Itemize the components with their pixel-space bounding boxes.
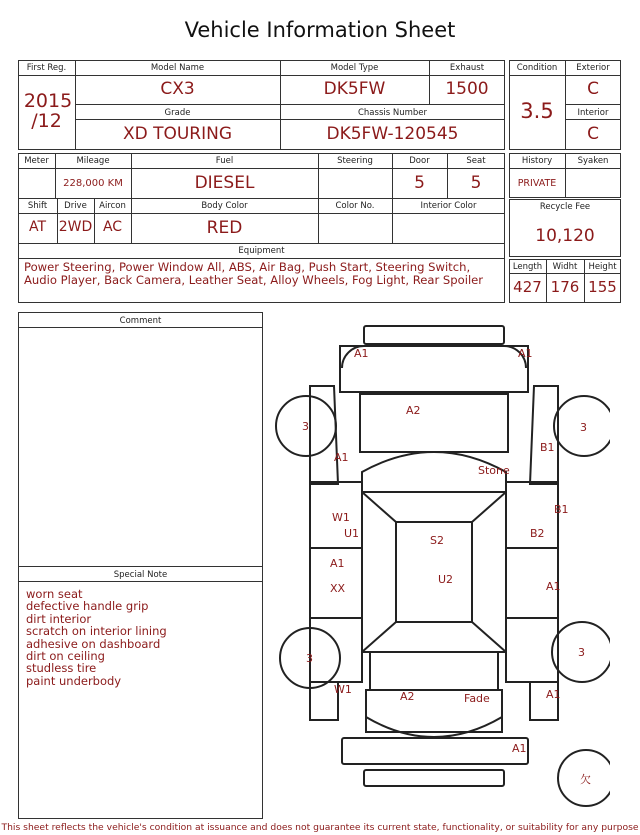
first-reg-year: 2015: [23, 90, 73, 112]
condition-label: Condition: [516, 63, 558, 73]
mark-left-front-door-top: W1: [332, 511, 350, 524]
history-value: PRIVATE: [517, 178, 557, 189]
color-no-label: Color No.: [335, 201, 375, 211]
drive-label: Drive: [64, 201, 87, 211]
footer-disclaimer: This sheet reflects the vehicle's condition at issuance and does not guarantee its current state, functionality, or suitability for any purpose: [1, 822, 639, 833]
syaken-label: Syaken: [577, 156, 609, 166]
drive-value: 2WD: [58, 219, 93, 235]
door-label: Door: [409, 156, 430, 166]
model-type-value: DK5FW: [323, 79, 386, 99]
mileage-label: Mileage: [76, 156, 110, 166]
door-value: 5: [414, 173, 425, 193]
fuel-label: Fuel: [215, 156, 234, 166]
mark-right-quarter: A1: [546, 688, 561, 701]
mark-left-fender: A1: [334, 451, 349, 464]
mark-roof-rear: U2: [438, 573, 454, 586]
mark-left-quarter: W1: [334, 683, 352, 696]
exhaust-label: Exhaust: [449, 63, 485, 73]
mark-wheel-front-left: 3: [302, 420, 309, 433]
model-name-label: Model Name: [150, 63, 205, 73]
mark-missing: 欠: [580, 773, 591, 786]
special-note-item: scratch on interior lining: [26, 624, 167, 639]
exterior-value: C: [587, 79, 599, 99]
special-notes-list: [26, 588, 256, 687]
height-value: 155: [588, 278, 617, 296]
height-label: Height: [588, 262, 617, 272]
shift-value: AT: [28, 219, 47, 235]
width-value: 176: [550, 278, 580, 296]
mark-left-rear-door: A1: [330, 557, 345, 570]
grade-label: Grade: [164, 108, 191, 118]
mileage-value: 228,000 KM: [63, 178, 123, 189]
model-type-label: Model Type: [330, 63, 379, 73]
mark-trunk-right: Fade: [464, 692, 490, 705]
width-label: Widht: [552, 262, 578, 272]
special-note-item: worn seat: [26, 587, 83, 601]
mark-hood: A2: [406, 404, 421, 417]
mark-left-front-door: U1: [344, 527, 360, 540]
body-color-label: Body Color: [201, 201, 248, 211]
page-title: Vehicle Information Sheet: [184, 18, 456, 42]
aircon-value: AC: [102, 219, 123, 235]
aircon-label: Aircon: [99, 201, 126, 211]
interior-value: C: [587, 124, 599, 144]
chassis-number-value: DK5FW-120545: [326, 124, 459, 144]
recycle-fee-value: 10,120: [535, 226, 595, 246]
car-damage-diagram: [270, 322, 610, 812]
special-note-label: Special Note: [113, 570, 168, 580]
length-value: 427: [513, 278, 542, 296]
mark-right-front-door: B2: [530, 527, 545, 540]
mark-wheel-rear-left: 3: [306, 652, 313, 665]
mark-trunk-left: A2: [400, 690, 415, 703]
mark-wheel-rear-right: 3: [578, 646, 585, 659]
model-name-value: CX3: [160, 79, 195, 99]
chassis-number-label: Chassis Number: [357, 108, 428, 118]
condition-value: 3.5: [520, 99, 554, 123]
seat-value: 5: [470, 173, 482, 193]
recycle-fee-label: Recycle Fee: [539, 202, 591, 212]
mark-front-right: A1: [518, 347, 533, 360]
body-color-value: RED: [206, 218, 243, 238]
grade-value: XD TOURING: [122, 124, 233, 144]
fuel-value: DIESEL: [194, 173, 255, 193]
interior-label: Interior: [577, 108, 609, 118]
first-reg-month: /12: [31, 110, 62, 132]
equipment-label: Equipment: [238, 246, 285, 256]
special-note-item: defective handle grip: [26, 599, 149, 614]
seat-label: Seat: [466, 156, 486, 166]
mark-right-rear-door: A1: [546, 580, 561, 593]
exhaust-value: 1500: [445, 79, 489, 99]
mark-left-rear-door-2: XX: [330, 582, 346, 595]
mark-windshield: Stone: [478, 464, 510, 477]
mark-right-front-door-top: B1: [554, 503, 569, 516]
mark-front-left: A1: [354, 347, 369, 360]
mark-wheel-front-right: 3: [580, 421, 587, 434]
shift-label: Shift: [27, 201, 48, 211]
equipment-value: Power Steering, Power Window All, ABS, Air Bag, Push Start, Steering Switch, Audio Player, Back Camera, Leather Seat, Alloy Wheels, Fog Light, Rear Spoiler: [24, 260, 484, 287]
exterior-label: Exterior: [576, 63, 610, 73]
mark-roof: S2: [430, 534, 444, 547]
special-note-item: dirt on ceiling: [26, 649, 105, 664]
special-note-item: adhesive on dashboard: [26, 636, 161, 651]
first-reg-label: First Reg.: [26, 63, 67, 73]
steering-label: Steering: [337, 156, 373, 166]
mark-rear-bumper: A1: [512, 742, 527, 755]
interior-color-label: Interior Color: [420, 201, 477, 211]
history-label: History: [521, 156, 553, 166]
mark-right-fender: B1: [540, 441, 555, 454]
comment-label: Comment: [119, 316, 162, 326]
length-label: Length: [512, 262, 543, 272]
special-note-item: dirt interior: [26, 611, 92, 626]
special-note-item: paint underbody: [26, 673, 122, 688]
meter-label: Meter: [24, 156, 49, 166]
special-note-item: studless tire: [26, 661, 97, 676]
